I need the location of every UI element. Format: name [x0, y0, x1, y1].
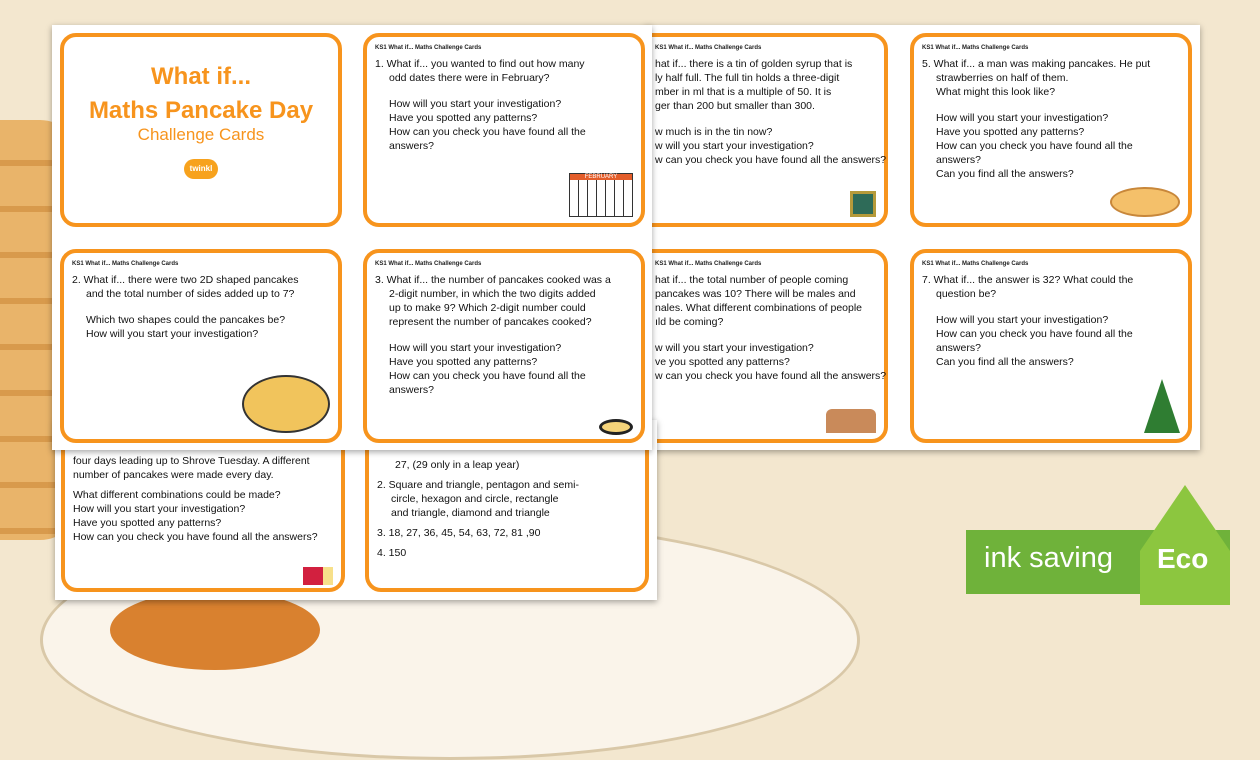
card-3: [363, 249, 645, 443]
card-header: KS1 What if... Maths Challenge Cards: [375, 261, 482, 267]
back-page-right: [645, 25, 1200, 450]
frying-pan-icon: [599, 419, 633, 435]
calendar-month: FEBRUARY: [570, 174, 632, 180]
cover-title-main: Maths Pancake Day: [88, 97, 314, 124]
card-header: KS1 What if... Maths Challenge Cards: [72, 261, 179, 267]
syrup-tin-icon: [850, 191, 876, 217]
answers-text: 27, (29 only in a leap year) 2. Square and triangle, pentagon and semi- circle, hexagon and circle, rectangle and triangle, diamond and triangle 3. 18, 27, 36, 45, 54, 63, 72, 81 ,90 4. 150: [377, 459, 579, 559]
card-text: 5. What if... a man was making pancakes. He put strawberries on half of them. What might this look like? How will you start your investigation? Have you spotted any patterns? How can you check you have found all the answers? Can you find all the answers?: [922, 58, 1151, 180]
card-header: KS1 What if... Maths Challenge Cards: [922, 45, 1029, 51]
pancake-background: [110, 590, 320, 670]
card-text: 1. What if... you wanted to find out how many odd dates there were in February? How will you start your investigation? Have you spotted any patterns? How can you check you have found all the answers?: [375, 58, 586, 152]
cover-card: [60, 33, 342, 227]
card-header: KS1 What if... Maths Challenge Cards: [655, 261, 762, 267]
card-header: KS1 What if... Maths Challenge Cards: [922, 261, 1029, 267]
card-6: [633, 249, 888, 443]
card-text: hat if... there is a tin of golden syrup that is ly half full. The full tin holds a three-digit mber in ml that is a multiple of 50. It is ger than 200 but smaller than 300. w much is in the tin now? w will you start your investigation? w can you check you have found all the answers?: [655, 58, 887, 166]
card-text: 2. What if... there were two 2D shaped pancakes and the total number of sides added up to 7? Which two shapes could the pancakes be? How will you start your investigation?: [72, 274, 299, 340]
pancake-icon: [242, 375, 330, 433]
card-text: 3. What if... the number of pancakes cooked was a 2-digit number, in which the two digits added up to make 9? Which 2-digit number could represent the number of pancakes cooked? How will you start your investigation? Have you spotted any patterns? How can you check you have found all the answers?: [375, 274, 611, 396]
strawberry-pancake-icon: [1110, 187, 1180, 217]
card-4: [633, 33, 888, 227]
card-1: [363, 33, 645, 227]
card-header: KS1 What if... Maths Challenge Cards: [655, 45, 762, 51]
recipe-book-icon: [303, 567, 333, 585]
calendar-icon: [569, 173, 633, 217]
card-7: [910, 249, 1192, 443]
people-eating-icon: [826, 409, 876, 433]
card-5: [910, 33, 1192, 227]
card-2: [60, 249, 342, 443]
card-text: 7. What if... the answer is 32? What could the question be? How will you start your investigation? How can you check you have found all the answers? Can you find all the answers?: [922, 274, 1134, 368]
cover-subtitle: Challenge Cards: [137, 125, 265, 144]
cover-title: What if...: [151, 63, 251, 90]
card-text: hat if... the total number of people coming pancakes was 10? There will be males and nales. What different combinations of people ıld be coming? w will you start your investigation? ve you spotted any patterns? w can you check you have found all the answers?: [655, 274, 887, 382]
christmas-tree-icon: [1144, 379, 1180, 433]
front-page: [52, 25, 652, 450]
card-text: four days leading up to Shrove Tuesday. A different number of pancakes were made every day. What different combinations could be made? How will you start your investigation? Have you spotted any patterns? How can you check you have found all the answers?: [73, 455, 318, 543]
eco-badge: Eco: [1157, 543, 1209, 574]
card-header: KS1 What if... Maths Challenge Cards: [375, 45, 482, 51]
twinkl-logo: twinkl: [184, 159, 218, 179]
ink-saving-banner: ink saving: [966, 530, 1230, 594]
